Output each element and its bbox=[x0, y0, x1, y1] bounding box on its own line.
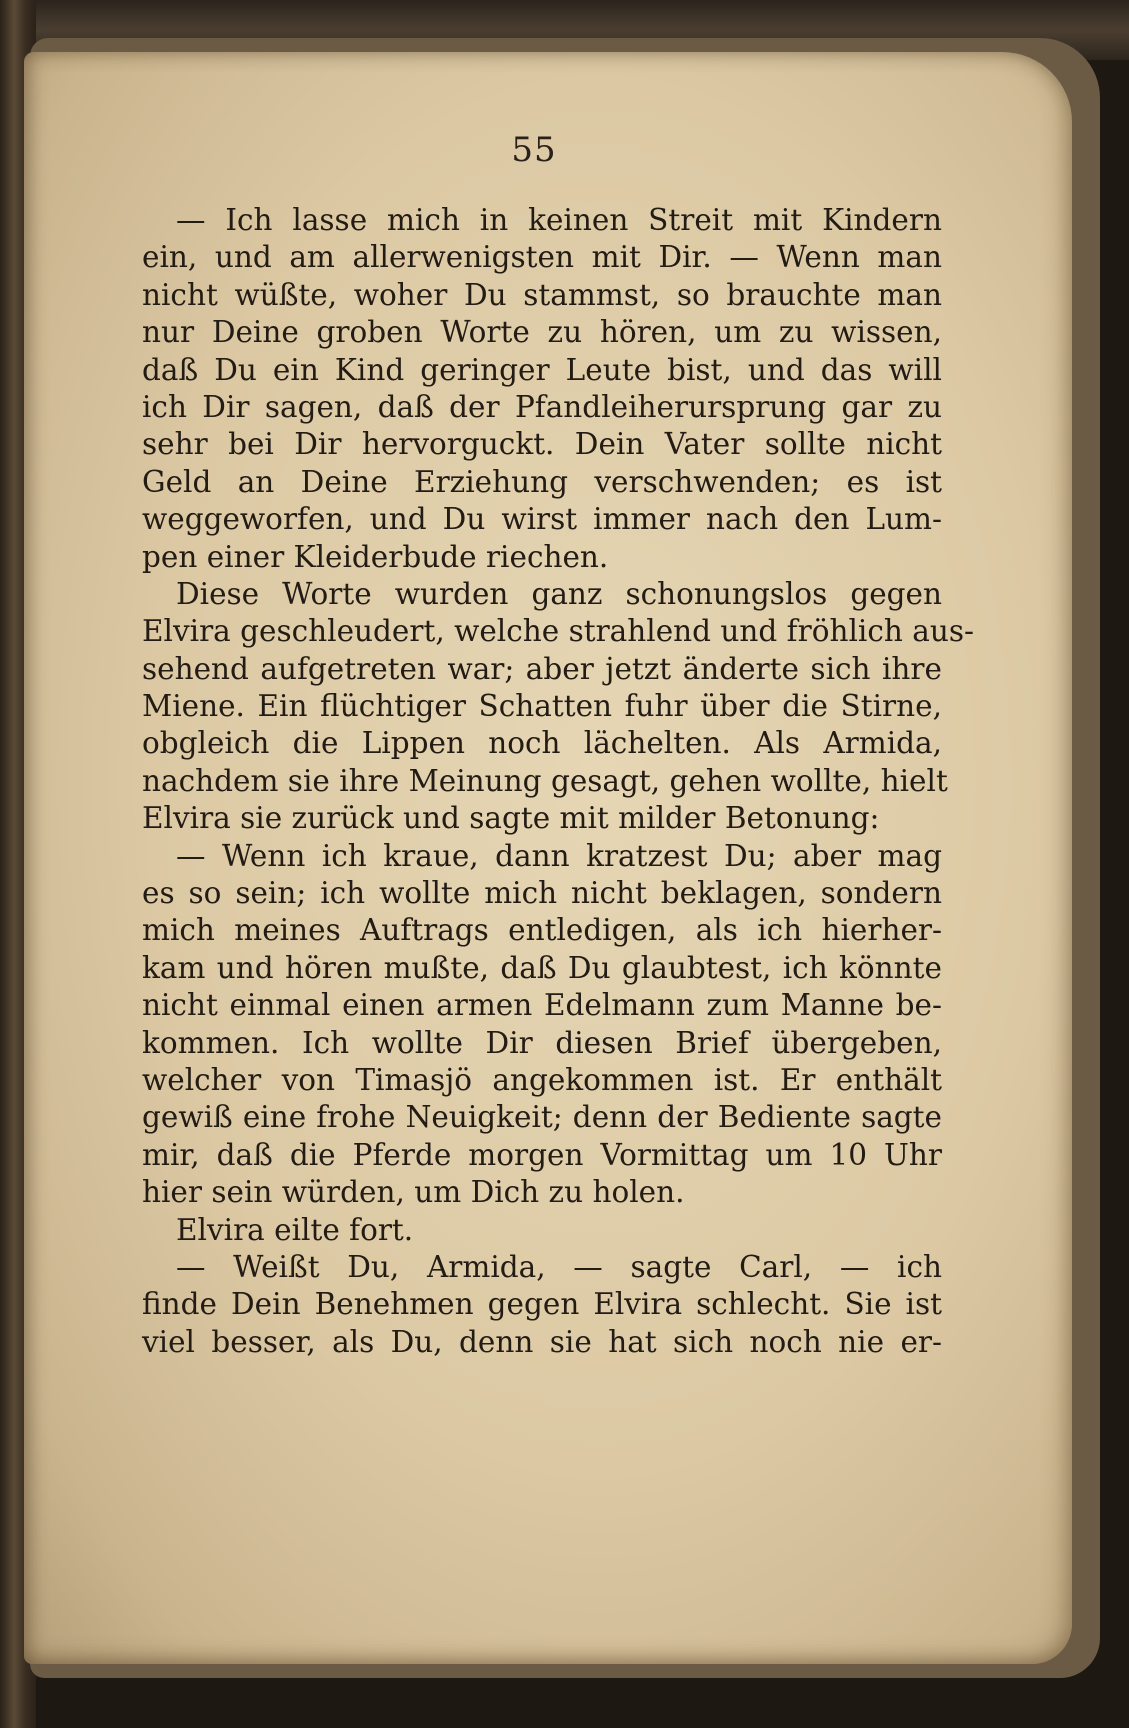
text-line: ich Dir sagen, daß der Pfandleiherursprung gar zu bbox=[142, 389, 942, 424]
text-line: finde Dein Benehmen gegen Elvira schlecht. Sie ist bbox=[142, 1287, 942, 1322]
text-line: kam und hören mußte, daß Du glaubtest, ich könnte bbox=[142, 950, 942, 985]
text-line: nicht einmal einen armen Edelmann zum Manne be- bbox=[142, 988, 942, 1023]
text-line: sehend aufgetreten war; aber jetzt änderte sich ihre bbox=[142, 651, 942, 686]
text-line: mich meines Auftrags entledigen, als ich hierher- bbox=[142, 913, 942, 948]
page-number: 55 bbox=[511, 130, 557, 170]
text-line: gewiß eine frohe Neuigkeit; denn der Bediente sagte bbox=[142, 1100, 942, 1135]
text-line: Elvira sie zurück und sagte mit milder Betonung: bbox=[142, 801, 880, 836]
text-line: — Ich lasse mich in keinen Streit mit Kindern bbox=[176, 203, 942, 237]
text-line: kommen. Ich wollte Dir diesen Brief übergeben, bbox=[142, 1025, 942, 1060]
text-line: Elvira eilte fort. bbox=[176, 1212, 414, 1247]
text-line: Geld an Deine Erziehung verschwenden; es ist bbox=[142, 464, 942, 499]
text-line: obgleich die Lippen noch lächelten. Als Armida, bbox=[142, 726, 942, 761]
text-line: Diese Worte wurden ganz schonungslos gegen bbox=[176, 576, 942, 611]
text-line: Elvira geschleudert, welche strahlend und fröhlich aus- bbox=[142, 614, 974, 649]
text-line: welcher von Timasjö angekommen ist. Er enthält bbox=[142, 1062, 942, 1097]
text-line: nachdem sie ihre Meinung gesagt, gehen wollte, hielt bbox=[142, 763, 948, 798]
text-block bbox=[142, 202, 974, 1361]
text-line: — Wenn ich kraue, dann kratzest Du; aber mag bbox=[176, 838, 942, 873]
text-line: hier sein würden, um Dich zu holen. bbox=[142, 1175, 685, 1210]
text-line: viel besser, als Du, denn sie hat sich noch nie er- bbox=[142, 1324, 942, 1359]
text-line: es so sein; ich wollte mich nicht beklagen, sondern bbox=[142, 876, 942, 911]
text-line: daß Du ein Kind geringer Leute bist, und das will bbox=[142, 352, 942, 387]
book-page bbox=[24, 52, 1072, 1664]
text-line: pen einer Kleiderbude riechen. bbox=[142, 539, 609, 574]
text-line: — Weißt Du, Armida, — sagte Carl, — ich bbox=[176, 1249, 942, 1284]
text-line: weggeworfen, und Du wirst immer nach den Lum- bbox=[142, 502, 942, 537]
text-line: mir, daß die Pferde morgen Vormittag um 10 Uhr bbox=[142, 1137, 942, 1172]
text-line: Miene. Ein flüchtiger Schatten fuhr über die Stirne, bbox=[142, 689, 942, 724]
text-line: sehr bei Dir hervorguckt. Dein Vater sollte nicht bbox=[142, 427, 942, 462]
text-line: ein, und am allerwenigsten mit Dir. — Wenn man bbox=[142, 240, 942, 275]
text-line: nicht wüßte, woher Du stammst, so brauchte man bbox=[142, 277, 942, 312]
text-line: nur Deine groben Worte zu hören, um zu wissen, bbox=[142, 315, 942, 350]
